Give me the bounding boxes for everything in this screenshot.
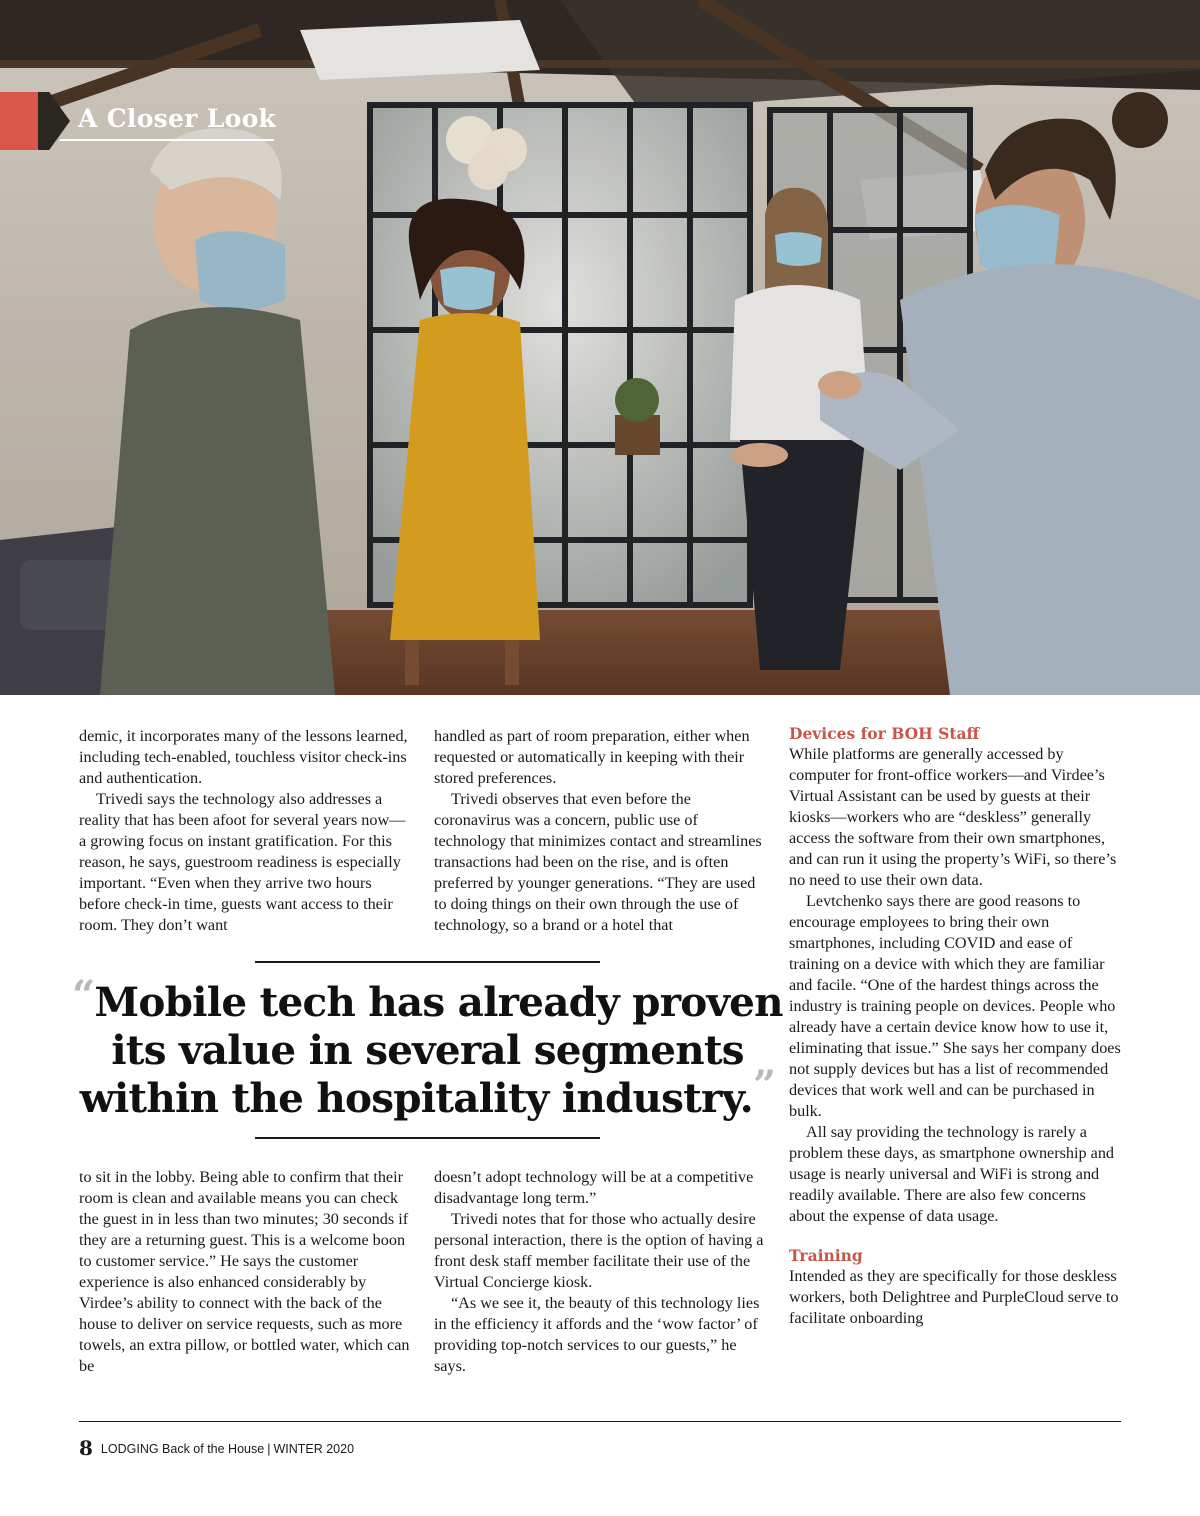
publication-name: LODGING Back of the House [100,1442,265,1456]
paragraph: Trivedi says the technology also addresses a reality that has been afoot for several years now—a growing focus on instant gratification. For this reason, he says, guestroom readiness is especially important. “Even when they arrive two hours before check-in time, guests want access to their room. They don’t want [79,790,406,934]
pull-quote-text: Mobile tech has already proven its value in several segments within the hospitality industry. [79,978,783,1122]
paragraph: to sit in the lobby. Being able to confirm that their room is clean and available means you can check the guest in in less than two minutes; 30 seconds if they are a returning guest. This is a welcome boon to customer service.” He says the customer experience is also enhanced considerably by Virdee’s ability to connect with the back of the house to deliver on service requests, such as more towels, an extra pillow, or bottled water, which can be [79,1168,410,1375]
paragraph: Trivedi notes that for those who actually desire personal interaction, there is the option of having a front desk staff member facilitate their use of the Virtual Concierge kiosk. [434,1210,764,1291]
paragraph: demic, it incorporates many of the lessons learned, including tech-enabled, touchless visitor check-ins and authentication. [79,727,408,787]
paragraph: While platforms are generally accessed by computer for front-office workers—and Virdee’s Virtual Assistant can be used by guests at their kiosks—workers who are “deskless” generally access the software from their own smartphones, and can run it using the property’s WiFi, so there’s no need to use their own data. [789,745,1117,889]
page-footer [79,1436,354,1460]
column-top-middle [434,726,766,936]
column-top-left [79,726,411,936]
column-bottom-middle [434,1167,766,1377]
issue-name: WINTER 2020 [273,1442,355,1456]
footer-rule [79,1421,1121,1422]
paragraph: Levtchenko says there are good reasons to encourage employees to bring their own smartphones, including COVID and ease of training on a device with which they are familiar and facile. “One of the hardest things across the industry is training people on devices. People who already have a certain device know how to use it, eliminating that issue.” She says her company does not supply devices but has a list of recommended devices that work well and can be purchased in bulk. [789,892,1121,1120]
open-quote-mark: “ [72,972,95,1019]
section-tag-label: A Closer Look [78,104,277,133]
footer-separator: | [267,1442,271,1456]
paragraph: handled as part of room preparation, either when requested or automatically in keeping with their stored preferences. [434,727,750,787]
column-right [789,724,1121,1329]
pull-quote-rule-top [255,961,600,963]
paragraph: Trivedi observes that even before the coronavirus was a concern, public use of technology that minimizes contact and streamlines transactions had been on the rise, and is often preferred by younger generations. “They are used to doing things on their own through the use of technology, so a brand or a hotel that [434,790,762,934]
section-tag [0,92,300,150]
close-quote-mark: ” [753,1062,776,1109]
paragraph: “As we see it, the beauty of this technology lies in the efficiency it affords and the ‘wow factor’ of providing top-notch services to our guests,” he says. [434,1294,760,1375]
paragraph: doesn’t adopt technology will be at a competitive disadvantage long term.” [434,1168,754,1207]
pull-quote-rule-bottom [255,1137,600,1139]
pull-quote [70,972,785,1122]
subhead-devices: Devices for BOH Staff [789,724,980,743]
paragraph: All say providing the technology is rarely a problem these days, as smartphone ownership and usage is nearly universal and WiFi is strong and readily available. There are also few concerns about the expense of data usage. [789,1123,1115,1225]
section-tag-underline [59,139,274,141]
hero-photo [0,0,1200,695]
page-number: 8 [79,1436,93,1460]
paragraph: Intended as they are specifically for those deskless workers, both Delightree and PurpleCloud serve to facilitate onboarding [789,1267,1119,1327]
subhead-training: Training [789,1246,863,1265]
chevron-dark-icon [38,92,70,150]
column-bottom-left [79,1167,411,1377]
